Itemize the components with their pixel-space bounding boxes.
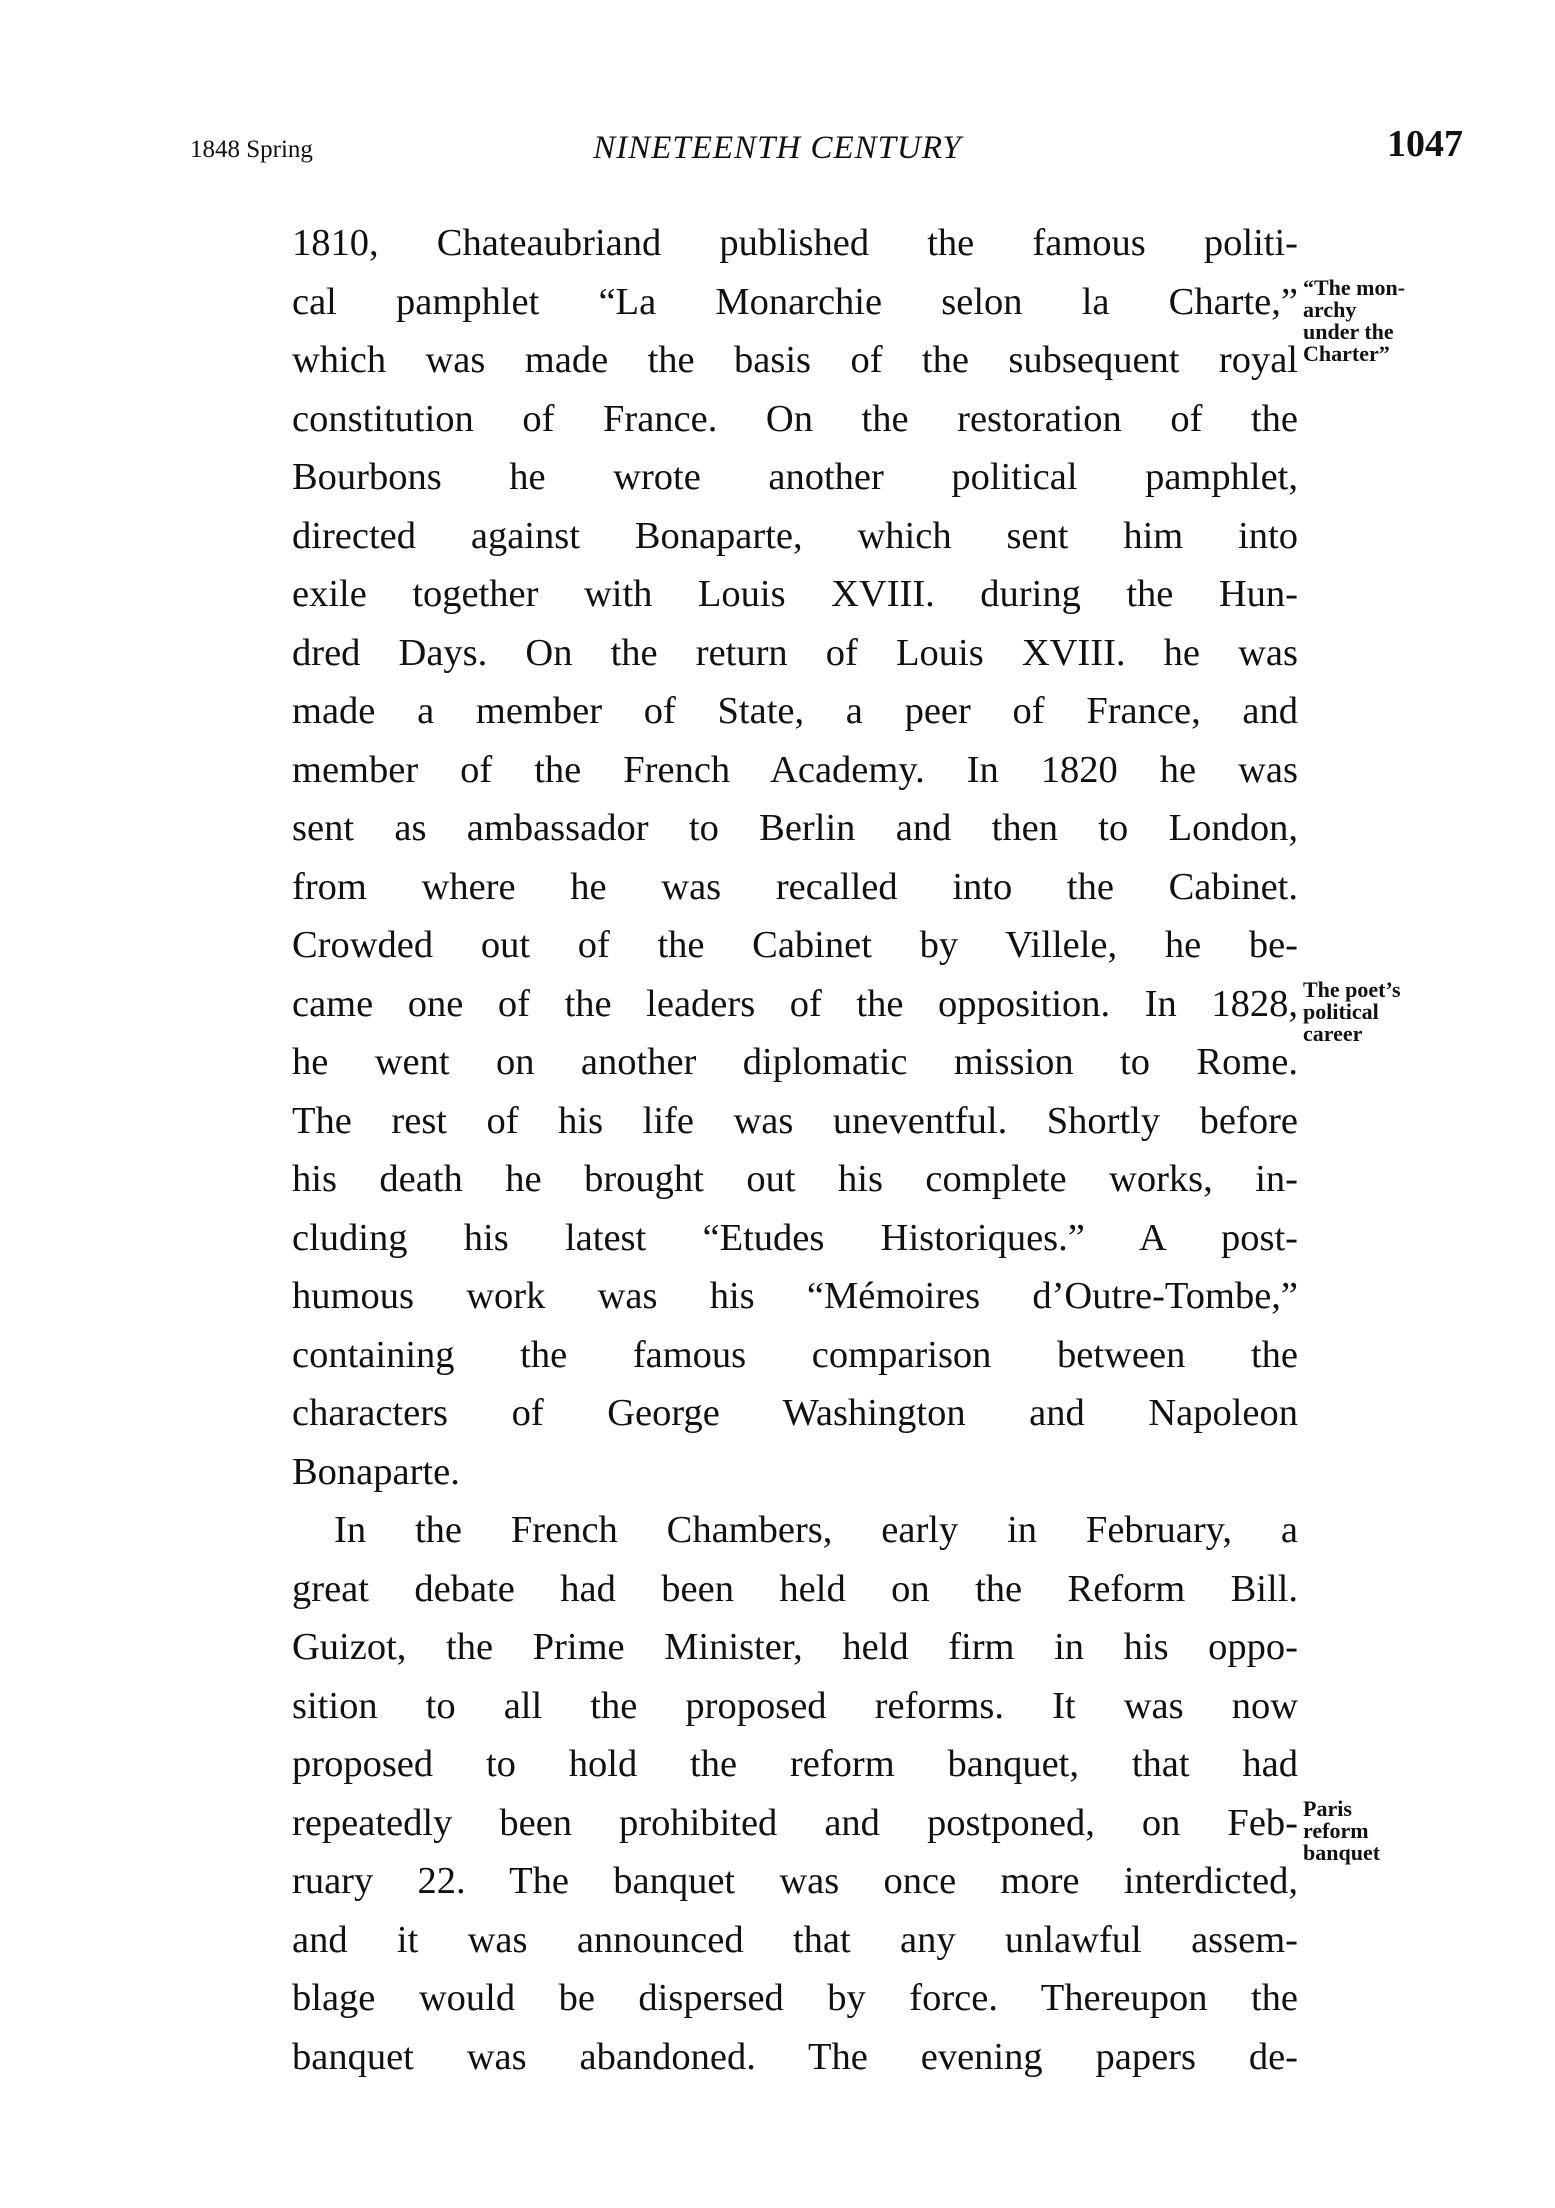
margin-note-line: banquet <box>1303 1839 1381 1865</box>
text-line: banquet was abandoned. The evening papers de- <box>292 2035 1298 2078</box>
text-line: Guizot, the Prime Minister, held firm in his oppo- <box>292 1626 1298 1668</box>
margin-note-line: reform <box>1303 1817 1369 1843</box>
text-line: ruary 22. The banquet was once more interdicted, <box>292 1860 1298 1902</box>
text-line: member of the French Academy. In 1820 he was <box>292 748 1298 791</box>
text-line: sent as ambassador to Berlin and then to London, <box>292 807 1298 849</box>
margin-note-line: political <box>1303 998 1379 1024</box>
page-number: 1047 <box>1387 123 1463 165</box>
text-line: and it was announced that any unlawful assem- <box>292 1918 1298 1961</box>
text-line: characters of George Washington and Napoleon <box>292 1392 1298 1434</box>
text-line: humous work was his “Mémoires d’Outre-Tombe,” <box>292 1275 1298 1317</box>
text-line: came one of the leaders of the opposition. In 1828, <box>292 982 1298 1025</box>
margin-note-line: Charter” <box>1303 340 1390 366</box>
text-line: cluding his latest “Etudes Historiques.” A post- <box>292 1216 1298 1259</box>
text-line: In the French Chambers, early in February, a <box>334 1509 1298 1551</box>
text-line: The rest of his life was uneventful. Shortly before <box>292 1099 1298 1142</box>
text-line: 1810, Chateaubriand published the famous politi- <box>292 222 1298 264</box>
margin-note <box>1303 274 1406 366</box>
margin-note <box>1303 1795 1381 1865</box>
text-line: proposed to hold the reform banquet, that had <box>292 1743 1298 1785</box>
text-line: blage would be dispersed by force. Thereupon the <box>292 1977 1298 2019</box>
text-line: cal pamphlet “La Monarchie selon la Charte,” <box>292 280 1298 323</box>
margin-note-line: “The mon- <box>1303 274 1406 300</box>
text-line: his death he brought out his complete works, in- <box>292 1158 1298 1200</box>
text-line: great debate had been held on the Reform Bill. <box>292 1567 1298 1610</box>
text-line: Crowded out of the Cabinet by Villele, he be- <box>292 924 1298 966</box>
text-line: from where he was recalled into the Cabinet. <box>292 865 1298 908</box>
text-line: made a member of State, a peer of France, and <box>292 690 1298 732</box>
text-line: sition to all the proposed reforms. It was now <box>292 1684 1298 1727</box>
margin-note <box>1303 976 1401 1046</box>
body-text <box>292 214 1298 2086</box>
text-line: directed against Bonaparte, which sent him into <box>292 514 1298 557</box>
margin-note-line: archy <box>1303 296 1357 322</box>
margin-note-line: career <box>1303 1020 1363 1046</box>
text-line: containing the famous comparison between the <box>292 1333 1298 1376</box>
text-line: which was made the basis of the subsequent royal <box>292 339 1298 381</box>
running-head-title: NINETEENTH CENTURY <box>593 130 962 166</box>
text-line: repeatedly been prohibited and postponed, on Feb- <box>292 1801 1298 1844</box>
margin-note-line: Paris <box>1303 1795 1352 1821</box>
text-line: constitution of France. On the restoration of the <box>292 397 1298 440</box>
text-line: Bonaparte. <box>292 1450 460 1493</box>
margin-note-line: under the <box>1303 318 1394 344</box>
text-line: exile together with Louis XVIII. during the Hun- <box>292 573 1298 615</box>
running-head-date: 1848 Spring <box>190 136 313 163</box>
text-line: he went on another diplomatic mission to Rome. <box>292 1041 1298 1083</box>
text-line: dred Days. On the return of Louis XVIII. he was <box>292 631 1298 674</box>
text-line: Bourbons he wrote another political pamphlet, <box>292 456 1298 498</box>
margin-note-line: The poet’s <box>1303 976 1401 1002</box>
